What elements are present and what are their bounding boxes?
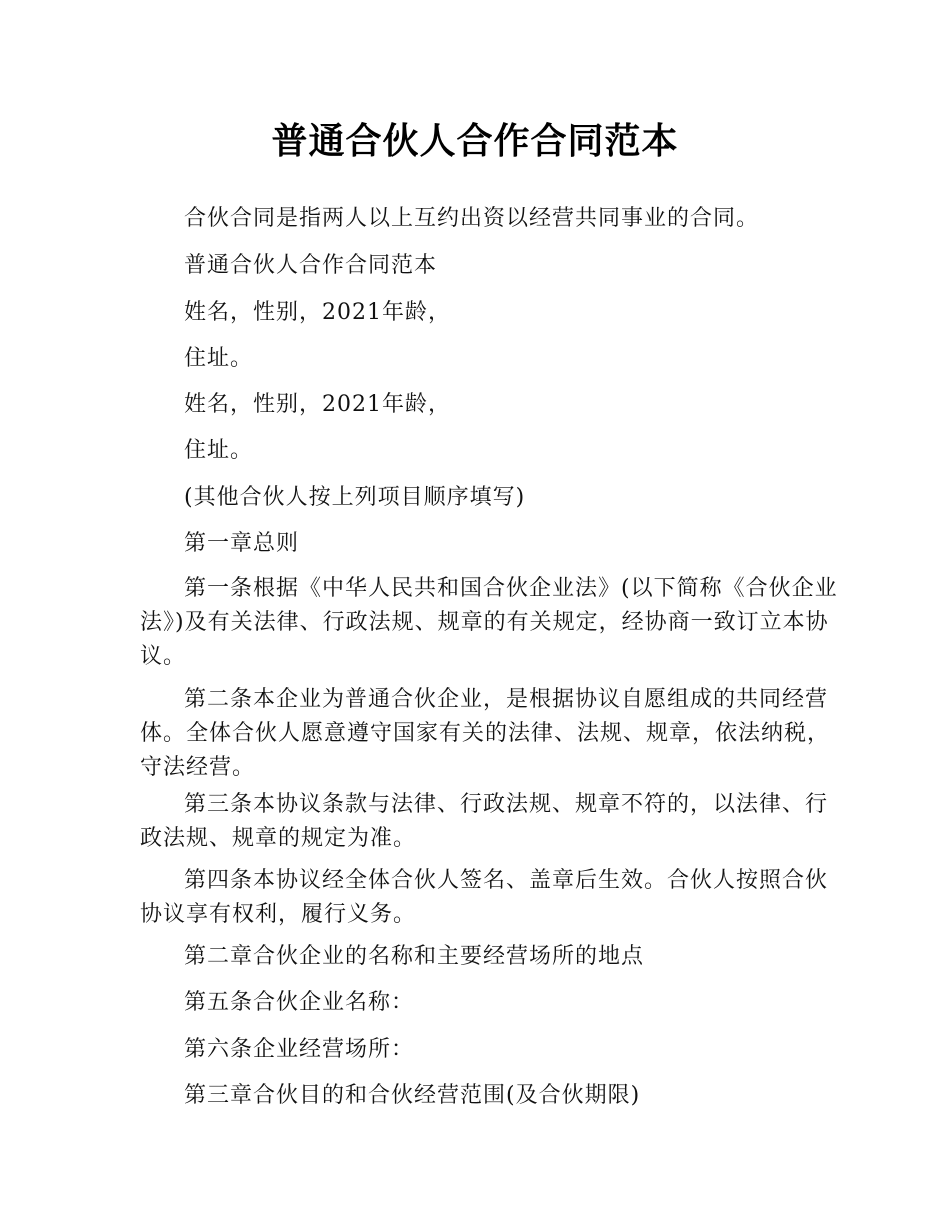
article-5: 第五条合伙企业名称： [184,990,415,1015]
paragraph-partner-1-address: 住址。 [184,346,254,371]
article-6: 第六条企业经营场所： [184,1037,415,1062]
article-3: 第三条本协议条款与法律、行政法规、规章不符的，以法律、行政法规、规章的规定为准。 [140,792,829,851]
paragraph-partner-1-info: 姓名，性别，2021年龄， [184,300,451,325]
document-title: 普通合伙人合作合同范本 [271,121,679,162]
chapter-heading-1: 第一章总则 [184,531,300,556]
paragraph-other-partners-note: (其他合伙人按上列项目顺序填写) [184,485,526,510]
article-4: 第四条本协议经全体合伙人签名、盖章后生效。合伙人按照合伙协议享有权利，履行义务。 [140,868,829,927]
paragraph-partner-2-address: 住址。 [184,438,254,463]
paragraph-intro: 合伙合同是指两人以上互约出资以经营共同事业的合同。 [184,206,760,231]
paragraph-subtitle: 普通合伙人合作合同范本 [184,253,438,278]
paragraph-partner-2-info: 姓名，性别，2021年龄， [184,392,451,417]
chapter-heading-2: 第二章合伙企业的名称和主要经营场所的地点 [184,944,645,969]
article-1: 第一条根据《中华人民共和国合伙企业法》(以下简称《合伙企业法》)及有关法律、行政法规、规章的有关规定，经协商一致订立本协议。 [140,576,838,669]
chapter-heading-3: 第三章合伙目的和合伙经营范围(及合伙期限) [184,1083,641,1108]
article-2: 第二条本企业为普通合伙企业，是根据协议自愿组成的共同经营体。全体合伙人愿意遵守国家有关的法律、法规、规章，依法纳税，守法经营。 [140,687,831,780]
